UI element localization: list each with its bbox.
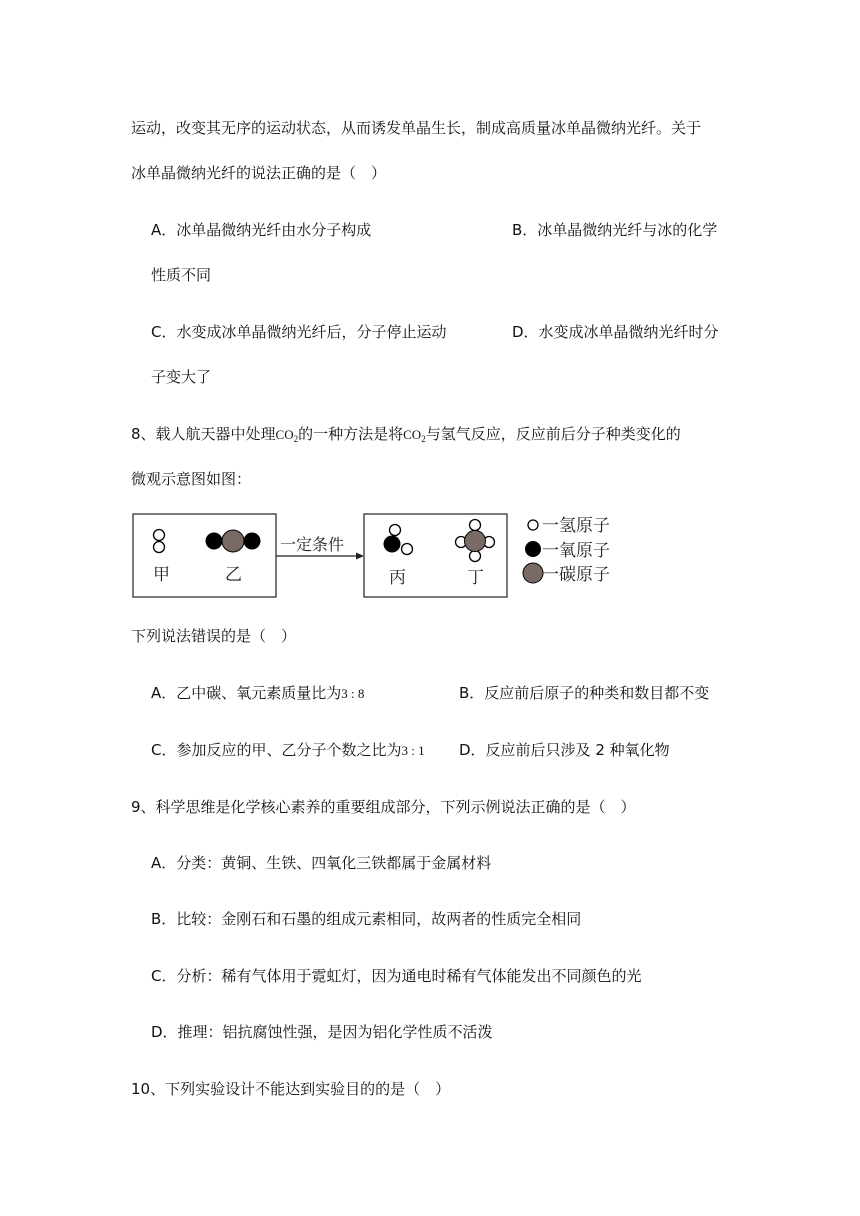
q7-option-c: C．水变成冰单晶微纳光纤后，分子停止运动: [151, 323, 447, 341]
molecule-ratio: 3 : 1: [401, 743, 425, 758]
hydrogen-atom: [390, 525, 401, 536]
hydrogen-atom: [402, 544, 413, 555]
q7-option-b-continued: 性质不同: [151, 266, 212, 284]
mass-ratio: 3 : 8: [341, 686, 365, 701]
q7-option-d-continued: 子变大了: [151, 368, 212, 386]
legend-carbon-icon: [523, 563, 543, 583]
question-8-stem: [131, 424, 681, 449]
q8-stem-part2: 的一种方法是将: [298, 425, 404, 443]
carbon-atom: [222, 530, 244, 552]
question-7-text-line1: 运动，改变其无序的运动状态，从而诱发单晶生长，制成高质量冰单晶微纳光纤。关于: [131, 119, 702, 137]
q8-stem-part3: 与氢气反应，反应前后分子种类变化的: [425, 425, 681, 443]
reaction-micro-diagram: [128, 508, 648, 604]
question-10-stem: 10、下列实验设计不能达到实验目的的是（ ）: [131, 1080, 451, 1098]
oxygen-atom: [384, 536, 401, 553]
q8-option-c-text: C．参加反应的甲、乙分子个数之比为: [151, 741, 402, 759]
arrow-head: [356, 553, 364, 560]
q7-option-b: B．冰单晶微纳光纤与冰的化学: [512, 221, 718, 239]
carbon-atom: [465, 531, 486, 552]
q8-stem-part1: 8、载人航天器中处理: [131, 425, 276, 443]
legend-hydrogen-icon: [528, 520, 538, 530]
legend-hydrogen-label: 一氢原子: [542, 516, 610, 536]
legend-oxygen-icon: [525, 541, 541, 557]
q7-option-a: A．冰单晶微纳光纤由水分子构成: [151, 221, 372, 239]
co2-formula: $CO_2$: [275, 427, 299, 444]
q9-option-b: B．比较：金刚石和石墨的组成元素相同，故两者的性质完全相同: [151, 910, 582, 928]
legend-carbon-label: 一碳原子: [542, 565, 610, 585]
oxygen-atom: [206, 533, 223, 550]
hydrogen-atom: [470, 520, 481, 531]
co2-formula: $CO_2$: [403, 427, 426, 444]
oxygen-atom: [244, 533, 261, 550]
question-8-stem-line2: 微观示意图如图：: [131, 470, 252, 488]
q9-option-a: A．分类：黄铜、生铁、四氧化三铁都属于金属材料: [151, 854, 492, 872]
label-bing: 丙: [389, 568, 406, 588]
legend-oxygen-label: 一氧原子: [542, 541, 610, 561]
hydrogen-atom: [154, 542, 165, 553]
question-7-text-line2: 冰单晶微纳光纤的说法正确的是（ ）: [131, 164, 387, 182]
q8-option-d: D．反应前后只涉及 2 种氧化物: [459, 741, 670, 759]
q7-option-d: D．水变成冰单晶微纳光纤时分: [512, 323, 719, 341]
label-jia: 甲: [153, 565, 170, 585]
q8-option-a-text: A．乙中碳、氧元素质量比为: [151, 684, 342, 702]
hydrogen-atom: [154, 530, 165, 541]
q8-option-a: [151, 683, 364, 704]
q9-option-d: D．推理：铝抗腐蚀性强，是因为铝化学性质不活泼: [151, 1023, 493, 1041]
q8-option-c: [151, 740, 425, 761]
products-box: [364, 514, 507, 597]
hydrogen-atom: [470, 551, 481, 562]
q8-option-b: B．反应前后原子的种类和数目都不变: [459, 684, 710, 702]
label-ding: 丁: [467, 568, 484, 588]
q9-option-c: C．分析：稀有气体用于霓虹灯，因为通电时稀有气体能发出不同颜色的光: [151, 967, 642, 985]
question-9-stem: 9、科学思维是化学核心素养的重要组成部分，下列示例说法正确的是（ ）: [131, 798, 636, 816]
question-8-prompt: 下列说法错误的是（ ）: [131, 627, 297, 645]
label-yi: 乙: [225, 565, 242, 585]
arrow-condition: 一定条件: [280, 535, 345, 554]
